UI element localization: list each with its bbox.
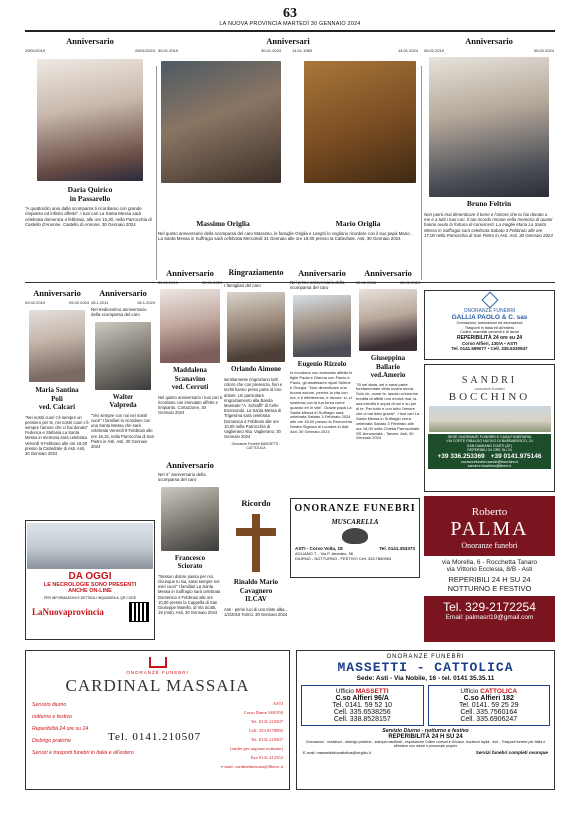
gallia-logo-icon — [481, 292, 498, 309]
ad-line-3: Colleri, marmisti cementi e di lavori — [460, 330, 519, 335]
notice-heading: Anniversario — [166, 460, 214, 470]
date-left: 30.01.2019 — [158, 280, 179, 285]
ad-tel-1: Tel. 0141.210507 — [250, 719, 283, 724]
ad-cell: Cell. 333.9178092 — [248, 728, 283, 733]
notice-text: Nel quinto anniversario i tuoi cari ti ricordano con immutato affetto e rimpianto. Cortazzone, 30 Gennaio 2024 — [158, 394, 223, 416]
date-left: 29/01/2010 — [25, 48, 46, 53]
notice-intro: I famigliari del caro — [224, 283, 261, 288]
deceased-name: Rinaldo Mario — [233, 578, 279, 586]
notice-poli — [25, 288, 89, 518]
notice-text: "Vivi sempre con noi nei nostri cuori" I familiari lo ricordano con una Santa Messa che sarà celebrata Venerdì 9 Febbraio alle ore 18,15, nella Parrocchia di San Pietro in Asti. Asti, 30 Gennaio 2024 — [91, 412, 155, 450]
portrait-photo — [359, 289, 417, 351]
office-tel: Tel. 0141. 59 25 29 — [458, 702, 519, 709]
ad-phone: Tel. 0141.599077 • Cell. 335.5330947 — [451, 345, 528, 351]
ad-services — [32, 699, 134, 759]
ad-headline: DA OGGI — [68, 571, 112, 582]
ad-email: E-mail: massettisitocattolica@virgilio.it — [303, 749, 371, 755]
date-right: 29/01/2024 — [134, 48, 155, 53]
ad-name-2: PALMA — [450, 518, 529, 540]
ad-line-4: REPERIBILI 24 ORE SU 24 — [467, 448, 512, 453]
deceased-name: Walter — [112, 392, 134, 401]
date-left: 28.1.2011 — [91, 300, 109, 305]
notice-rizzolo — [290, 268, 354, 493]
portrait-photo-mario — [304, 61, 416, 183]
date-left: 05.02.2010 — [424, 48, 445, 53]
notice-heading: Anniversario — [33, 288, 81, 298]
qr-code-icon[interactable] — [130, 603, 148, 621]
ad-line-2: AGLIANO T. - Via P. Amedeo, 56 — [295, 551, 354, 556]
date-right: 05.02.2024 — [533, 48, 554, 53]
deceased-name: Eugenio Rizzolo — [297, 359, 347, 368]
flowers-photo — [27, 523, 153, 569]
ad-reperibility-1: REPERIBILI 24 H SU 24 — [448, 575, 531, 584]
ad-phone: Tel. 329-2172254 — [443, 600, 536, 614]
deceased-name: Orlando Aimone — [231, 365, 281, 374]
notice-heading: Anniversari — [266, 36, 310, 46]
notice-heading: Ringraziamento — [228, 268, 284, 277]
building-photo — [429, 406, 551, 432]
deceased-name-3: ved.Amerio — [370, 371, 406, 379]
notice-text: Asti - prime luci di uno triste alba... 1/2/2015 Torino, 30 Gennaio 2024 — [224, 606, 289, 617]
office-massetti — [301, 685, 424, 726]
notice-text: "Si sei stata, sei e sarai parte fondamentale della nostra storia. Solo ch, come te, lascia un'enorme eredità di affetti uno morirà mai, la sua eredità è sopra di noi e su per di te. Per tutto e con tutto l'amore che ci hai dato grazie". I tuoi cari La Santa Messa in Suffragio verrà celebrata Sabato 3 Febbraio alle ore 18,00 nella Chiesa Parrocchiale SS.Annunziata - Tanaro. Asti, 30 Gennaio 2024 — [356, 381, 420, 441]
portrait-photo — [29, 310, 85, 382]
deceased-name-2: Scanavino — [174, 374, 206, 383]
office-name: MASSETTI — [355, 688, 389, 695]
ad-subtitle: onoranze funebri — [474, 386, 505, 391]
ad-email: Email: palmasrl19@gmail.com — [445, 614, 534, 621]
portrait-photo — [429, 57, 549, 197]
notice-text: sentitamente ringraziano tutti coloro che con presenza, fiori e scritti hanno preso parte al loro dolore. Un particolare ringraziamento alla Banda Musicale "A. Schiaffi" di Celle Enomondo. La Santa Messa di Trigesima sarà celebrata Domenica 4 Febbraio alle ore 10,00 nella Parrocchia di Vaglierano Alta. Vaglierano, 30 Gennaio 2024 — [224, 376, 283, 440]
ad-subtitle: Onoranze funebri — [461, 541, 518, 550]
ad-name-1: Roberto — [471, 506, 508, 518]
ad-service: Servizio Diurno - notturno e festivo — [382, 728, 469, 734]
office-label: Ufficio — [335, 688, 354, 695]
deceased-name: Bruno Feltrin — [466, 199, 512, 208]
office-cell-1: Cell. 335.6538256 — [333, 709, 391, 716]
deceased-name-3: ILCAV — [245, 595, 267, 603]
ad-line-1: Cremazioni, tumulazioni ed esumazioni — [456, 321, 523, 325]
notice-intro: Nel primo anniversario della scomparsa del caro — [290, 280, 345, 291]
deceased-name-2: in Passarello — [69, 193, 111, 203]
notice-feltrin — [424, 34, 554, 282]
cross-icon — [236, 514, 276, 572]
ad-brand: ONORANZE FUNEBRI — [126, 670, 189, 675]
deceased-name: Francesco — [174, 553, 206, 562]
office-cell-2: Cell. 335.6906247 — [460, 716, 518, 723]
deceased-name: Maddalena — [173, 366, 207, 374]
ad-line-1: Servizio diurno — [32, 702, 67, 708]
ad-line-2: LE NECROLOGIE SONO PRESENTI — [43, 582, 137, 588]
notice-valpreda — [91, 288, 155, 518]
ad-email-2: sandri.e.bocchino@libero.it — [467, 464, 512, 469]
deceased-name-right: Mario Origlia — [335, 219, 381, 228]
ad-address-2: via Vittorio Ecclesia, 8/B - Asti — [446, 566, 533, 573]
deceased-name-2: Valpreda — [109, 401, 137, 410]
ad-line-1: SEDE ONORANZE FUNEBRI E CASA FUNERARIA — [447, 435, 532, 439]
page-number: 63 — [283, 6, 297, 21]
notice-origlia — [158, 34, 418, 282]
notice-quirico — [25, 34, 155, 282]
office-cell-1: Cell. 335.7560164 — [460, 709, 518, 716]
ad-palma — [424, 496, 555, 642]
ad-contacts — [221, 699, 283, 771]
deceased-name: Giuseppina — [370, 354, 406, 362]
deceased-name-2: Sciorato — [177, 562, 203, 571]
notice-scanavino-body — [158, 268, 222, 458]
ad-line-4: Disbrigo pratiche — [32, 738, 71, 744]
notice-text: "Nei nostri cuori c'è sempre un pensiero per te, nei nostri cuori c'è sempre l'amore che ci hai donato" Federica e Stefania La Santa Messa in memoria sarà celebrata Venerdì 9 Febbraio alle ore 18,00 presso la Cattedrale di Asti. Asti, 30 Gennaio 2024 — [25, 414, 89, 456]
ad-address: Corso Dante 348/350 — [243, 710, 283, 715]
office-cattolica — [428, 685, 551, 726]
notice-text: Non potrò mai dimenticare il bene e l'amore che tu hai donato a me e a tutti i tuoi cari. Il tuo ricordo rimane nella memoria di quanti hanno avuto la fortuna di conoscerti. La moglie Maria La Santa Messa in Suffragio sarà celebrata Sabato 3 Febbraio alle ore 17,00 nella Parrocchia di San Pietro in Asti. Asti, 30 Gennaio 2024 — [424, 211, 553, 239]
ad-email: e-mail: cardinalmassaia@libero.it — [220, 764, 283, 769]
ad-phone-1: +39 336.253369 — [437, 452, 485, 460]
header-rule — [25, 30, 555, 32]
dove-icon — [342, 528, 368, 544]
portrait-photo — [37, 59, 143, 181]
ad-address: Corso Alfieri, 130/A • ASTI — [461, 340, 518, 346]
portrait-photo — [227, 292, 285, 362]
notice-heading: Anniversario — [166, 268, 214, 278]
portrait-photo — [293, 295, 351, 357]
date-right: 02.02.2024 — [399, 280, 420, 285]
ad-line-2: VIA CORTE RIBALDO NUOVO DI BARBARESCO, 24 — [446, 439, 533, 444]
date-2: 30.01.2024 — [261, 48, 282, 53]
notice-text: "A quattordici anni dalla scomparsa ti ricordiamo con grande rimpianto ed infinito affetto". I tuoi cari La Santa Messa sarà celebrata domenica 4 febbraio, alle ore 10,30, nella Parrocchia di Castello d'Annone. Castello di Annone, 30 Gennaio 2024 — [25, 206, 152, 228]
deceased-name-2: Cavagnero — [239, 586, 273, 595]
ad-info: Cremazioni - vestizioni - disbrigo pratiche - stampa manifesti - esposizione Colleri comuni e di lusso. Iscrizioni lapidi - fiori - Trasporti funebri per Italia e all'estero con mezzi e personale proprio — [305, 740, 546, 749]
ad-line-5: Servizi e trasporti funebri in Italia e all'estero — [32, 750, 134, 756]
ad-brand: ONORANZE FUNEBRI — [463, 308, 516, 314]
deceased-name-3: ved. Cerruti — [171, 383, 209, 391]
notice-text: lo ricordano con immutato affetto le figlie Paola e Gianna con Flavio e Paolo, gli amatissimi nipoti Selene e Giorgia. "Non dimenticare una buona azione, perché la vita con noi, e ti rifletteremo, e dicono: sì, ci sosterrai con la tua forza come quando eri in vita". Grazie papà La Santa Messa in Suffragio sarà celebrata Sabato 3 Febbraio 2024 alle ore 18,00 presso la Parrocchia Nostra Signora di Lourdes in Asti. Asti, 30 Gennaio 2024 — [290, 370, 353, 435]
ad-line-3: Reperibilità 24 ore su 24 — [32, 726, 89, 732]
ad-phone: Tel. 0141.353373 — [379, 546, 415, 551]
deceased-name: Maria Santina — [35, 386, 79, 394]
notice-heading: Anniversario — [298, 268, 346, 278]
ad-brand: ONORANZE FUNEBRI — [386, 654, 465, 660]
portrait-photo-massimo — [161, 61, 281, 183]
ad-da-oggi — [25, 520, 155, 640]
office-address: C.so Alfieri 182 — [463, 695, 514, 702]
notice-heading: Anniversario — [465, 36, 513, 46]
ad-tel-2: Tel. 0141.210507 — [250, 737, 283, 742]
deceased-name-2: Ballario — [375, 362, 401, 371]
funeral-home-credit: Onoranze Funebri MASSETTI - CATTOLICA — [231, 442, 281, 451]
portrait-photo — [161, 487, 219, 551]
ad-gallia — [424, 290, 555, 360]
notice-cavagnero — [224, 498, 288, 648]
notice-intro: Nel 4° anniversario della scomparsa del caro — [158, 472, 206, 483]
ad-address: ASTI - Corso Volta, 18 — [295, 546, 343, 551]
notice-text: Nel quinto anniversario della scomparsa del caro Massimo, le famiglie Origlia e Langhi lo vogliono ricordare con il suo papà Mario. La Santa Messa in Suffragio sarà celebrata Mercoledì 31 Gennaio alle ore 18,00 presso la Cattedrale. Asti, 30 Gennaio 2024 — [158, 231, 411, 242]
ad-reperibility-2: NOTTURNO E FESTIVO — [447, 584, 532, 593]
ad-phone-large: Tel. 0141.210507 — [108, 731, 202, 743]
notice-ballario — [356, 268, 420, 493]
notice-heading: Anniversario — [364, 268, 412, 278]
date-1: 30.01.2019 — [158, 48, 179, 53]
ad-reperibility: REPERIBILITÀ 24 ore su 24 — [456, 334, 523, 341]
ad-fax: Fax 0141.412352 — [250, 755, 283, 760]
ad-city: ASTI — [272, 701, 283, 706]
notice-heading: Ricordo — [241, 498, 271, 508]
date-4: 14.01.2024 — [397, 48, 418, 53]
date-left: 09.02.2010 — [25, 300, 46, 305]
ad-sandri-bocchino — [424, 364, 555, 492]
notice-aimone — [224, 268, 288, 493]
ad-name: MASSETTI - CATTOLICA — [337, 660, 514, 675]
newspaper-logo: LaNuovaprovincia — [32, 607, 104, 617]
ad-brand-2: BOCCHINO — [448, 391, 531, 403]
ad-line-3: ANCHE ON-LINE — [68, 588, 112, 594]
portrait-photo — [160, 289, 220, 363]
deceased-name-3: ved. Calcari — [38, 403, 76, 411]
ad-email-1: onoranzefunebri.sandri@bocchino.it — [460, 459, 519, 464]
column-divider — [421, 66, 422, 280]
ad-name: GALLIA PAOLO & C. sas — [451, 314, 528, 321]
notice-heading: Anniversario — [66, 36, 114, 46]
deceased-name-left: Massimo Origlia — [196, 219, 250, 228]
office-name: CATTOLICA — [480, 688, 518, 695]
ad-massetti-cattolica — [296, 650, 555, 790]
date-3: 14.01.1983 — [292, 48, 313, 53]
ad-name: CARDINAL MASSAIA — [65, 676, 250, 695]
date-left: 02.02.2006 — [356, 280, 377, 285]
portrait-photo — [95, 322, 151, 390]
office-cell-2: Cell. 338.8528157 — [333, 716, 391, 723]
notice-sciorato — [158, 460, 222, 650]
office-address: C.so Alfieri 96/A — [335, 695, 389, 702]
ad-brand-1: SANDRI — [461, 375, 518, 386]
ad-line-3: SAN DAMIANO D'ASTI (AT) — [466, 443, 513, 448]
ad-line-3: DIURNO - NOTTURNO - FESTIVO Cell. 333.7860063 — [295, 556, 392, 561]
crown-icon — [149, 657, 167, 668]
office-tel: Tel. 0141. 59 52 10 — [332, 702, 393, 709]
publication-date: LA NUOVA PROVINCIA MARTEDÌ 30 GENNAIO 2024 — [219, 21, 361, 27]
deceased-name: Daria Quirico — [67, 185, 113, 194]
ad-muscarella — [290, 498, 420, 578]
deceased-name-2: Poli — [51, 394, 63, 403]
column-divider — [156, 66, 157, 280]
ad-line-2: notturno e festivo — [32, 714, 72, 720]
notice-intro: Nel tredicesimo anniversario della scomparsa del caro — [91, 307, 147, 318]
ad-tagline: Servizi funebri completi ovunque — [475, 749, 548, 755]
date-right: 09.02.2024 — [68, 300, 89, 305]
ad-phone-2: +39 0141.975146 — [490, 452, 542, 460]
ad-line-4: PER INFORMAZIONI E DETTAGLI INQUADRA IL QR CODE — [43, 596, 137, 600]
ad-name: MUSCARELLA — [331, 518, 379, 526]
date-right: 30.01.2024 — [201, 280, 222, 285]
ad-reperibility: REPERIBILITÀ 24 H SU 24 — [388, 734, 463, 740]
ad-cardinal-massaia — [25, 650, 290, 790]
ad-urgent-note: (anche per urgenze notturne) — [230, 746, 283, 751]
ad-address-1: via Morella, 6 - Rocchetta Tanaro — [441, 559, 538, 566]
ad-arc-title: ONORANZE FUNEBRI — [294, 503, 416, 514]
office-label: Ufficio — [460, 688, 479, 695]
date-right: 28.1.2024 — [137, 300, 155, 305]
notice-heading: Anniversario — [99, 288, 147, 298]
notice-text: "Nessun dolore passa per noi. Ovunque tu sia, sarai sempre nei miei cuori" I familiari La Santa Messa in Suffragio sarà celebrata Domenica 4 Febbraio alle ore 10,00 presso la Cappella di San Giuseppe Marello, di Via Scotti, 19 (Asti). Asti, 30 Gennaio 2024 — [158, 573, 221, 616]
ad-line-2: Trasporti in Italia ed all'estero — [464, 325, 515, 330]
ad-headquarters: Sede: Asti - Via Nobile, 16 - tel. 0141 35.35.11 — [356, 675, 495, 682]
